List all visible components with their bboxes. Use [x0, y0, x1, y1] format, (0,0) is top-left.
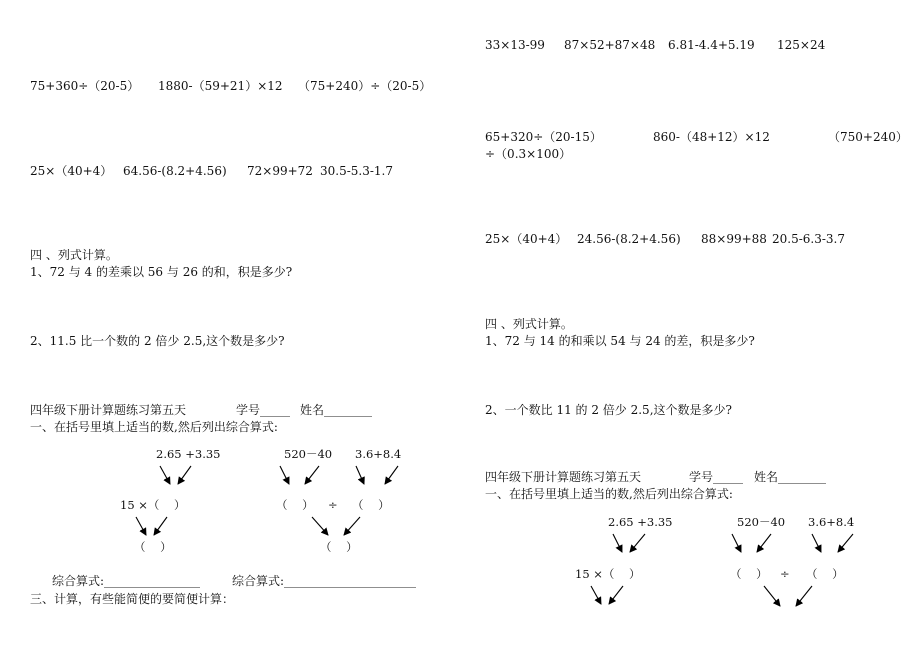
tree2-top-left-right: 520－40 — [737, 515, 786, 529]
expr-right-2-1: 65+320÷（20-15） — [485, 130, 602, 144]
tree1-top-left: 2.65 +3.35 — [156, 447, 221, 461]
expr-left-1-2: 1880-（59+21）×12 — [158, 79, 283, 93]
arrow — [160, 466, 170, 484]
question-right-1: 1、72 与 14 的和乘以 54 与 24 的差，积是多少? — [485, 334, 755, 348]
tree1-top-right: 2.65 +3.35 — [608, 515, 673, 529]
expr-left-2-4: 30.5-5.3-1.7 — [320, 164, 393, 178]
arrow — [344, 517, 360, 535]
expr-right-2-3-cont: ÷（0.3×100） — [485, 147, 572, 161]
tree2-mid-right-right: （ ） — [806, 567, 844, 581]
arrow — [757, 534, 771, 552]
expr-right-3-3: 88×99+88 — [701, 232, 767, 246]
worksheet-title-right: 四年级下册计算题练习第五天 — [485, 470, 642, 484]
expr-left-2-3: 72×99+72 — [247, 164, 313, 178]
tree2-mid-left-right: （ ） — [730, 567, 768, 581]
arrow — [609, 586, 623, 604]
worksheet-title-left: 四年级下册计算题练习第五天 — [30, 403, 187, 417]
arrow — [613, 534, 622, 552]
tree2-bottom-left: （ ） — [320, 540, 358, 554]
expr-right-1-2: 87×52+87×48 — [564, 38, 656, 52]
tree2-mid-left-left: （ ） — [276, 498, 314, 512]
name-field-right: 姓名________ — [754, 470, 827, 484]
expr-right-1-4: 125×24 — [777, 38, 826, 52]
tree2-top-right-left: 3.6+8.4 — [355, 447, 402, 461]
expr-right-1-1: 33×13-99 — [485, 38, 545, 52]
arrow — [630, 534, 645, 552]
expr-right-3-2: 24.56-(8.2+4.56) — [577, 232, 681, 246]
tree1-mid-right: 15 ×（ ） — [575, 567, 641, 581]
expr-right-3-1: 25×（40+4） — [485, 232, 568, 246]
section-heading-right: 四 、列式计算。 — [485, 317, 573, 331]
tree2-op-left: ÷ — [328, 498, 338, 512]
expr-left-2-1: 25×（40+4） — [30, 164, 113, 178]
expr-right-2-2: 860-（48+12）×12 — [653, 130, 770, 144]
tree2-op-right: ÷ — [780, 567, 790, 581]
expr-left-2-2: 64.56-(8.2+4.56) — [123, 164, 227, 178]
tree2-top-right-right: 3.6+8.4 — [808, 515, 855, 529]
instruction-right: 一、在括号里填上适当的数,然后列出综合算式: — [485, 487, 733, 501]
name-field-left: 姓名________ — [300, 403, 373, 417]
student-number-field-right: 学号_____ — [689, 470, 744, 484]
section3-heading-left: 三、计算，有些能简便的要简便计算： — [30, 592, 235, 606]
section-heading-left: 四 、列式计算。 — [30, 248, 118, 262]
arrow — [764, 586, 780, 606]
question-left-1: 1、72 与 4 的差乘以 56 与 26 的和，积是多少? — [30, 265, 293, 279]
arrow — [796, 586, 812, 606]
expr-right-2-3: （750+240） — [828, 130, 908, 144]
student-number-field-left: 学号_____ — [236, 403, 291, 417]
arrow — [732, 534, 741, 552]
arrow — [305, 466, 319, 484]
arrow — [312, 517, 328, 535]
expr-right-1-3: 6.81-4.4+5.19 — [668, 38, 755, 52]
expr-right-3-4: 20.5-6.3-3.7 — [772, 232, 845, 246]
arrow — [136, 517, 146, 535]
tree1-mid-left: 15 ×（ ） — [120, 498, 186, 512]
arrow — [280, 466, 289, 484]
arrow — [356, 466, 364, 484]
tree1-bottom-left: （ ） — [134, 540, 172, 554]
combined-formula-left-2: 综合算式:______________________ — [232, 574, 417, 588]
arrow — [591, 586, 601, 604]
expr-left-1-1: 75+360÷（20-5） — [30, 79, 140, 93]
question-right-2: 2、一个数比 11 的 2 倍少 2.5,这个数是多少? — [485, 403, 732, 417]
arrow — [838, 534, 853, 552]
arrow — [154, 517, 167, 535]
expr-left-1-3: （75+240）÷（20-5） — [298, 79, 432, 93]
arrow — [812, 534, 821, 552]
combined-formula-left-1: 综合算式:________________ — [52, 574, 201, 588]
tree2-mid-right-left: （ ） — [352, 498, 390, 512]
question-left-2: 2、11.5 比一个数的 2 倍少 2.5,这个数是多少? — [30, 334, 285, 348]
arrow — [178, 466, 191, 484]
tree2-top-left-left: 520－40 — [284, 447, 333, 461]
instruction-left: 一、在括号里填上适当的数,然后列出综合算式: — [30, 420, 278, 434]
arrow — [385, 466, 398, 484]
